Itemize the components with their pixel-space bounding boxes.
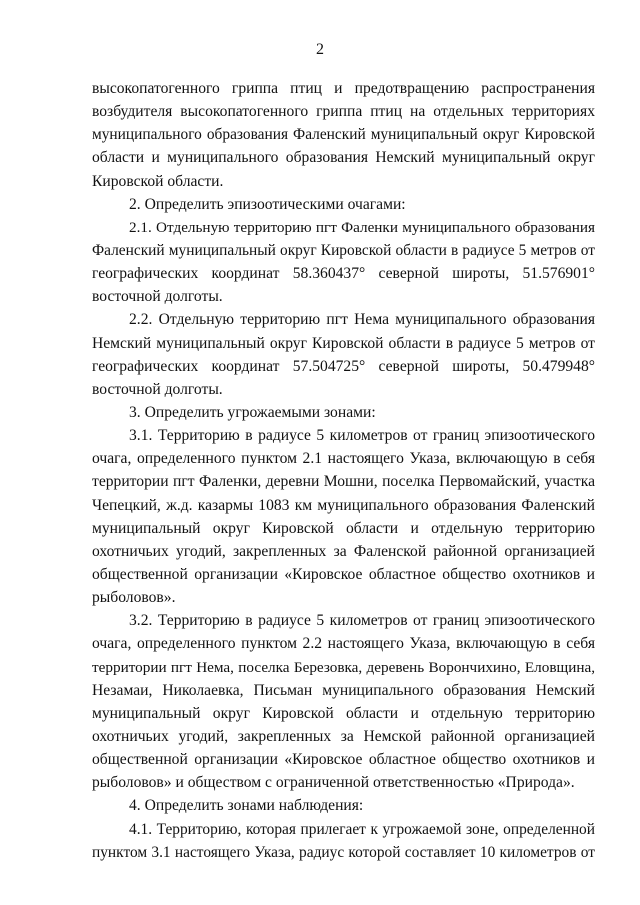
- text-line: рыболовов».: [92, 589, 176, 607]
- text-line: Кировской области.: [92, 172, 224, 190]
- text-line: Чепецкий, ж.д. казармы 1083 км муниципального образования Фаленский: [92, 496, 595, 514]
- text-line: географических координат 57.504725° северной широты, 50.479948°: [92, 357, 595, 375]
- text-line: общественной организации «Кировское областное общество охотников и: [92, 565, 595, 583]
- text-line: 2. Определить эпизоотическими очагами:: [129, 195, 406, 213]
- text-line: 4. Определить зонами наблюдения:: [129, 797, 364, 815]
- text-line: муниципальный округ Кировской области и отдельную территорию: [92, 519, 595, 537]
- text-line: охотничьих угодий, закрепленных за Немской районной организацией: [92, 727, 595, 745]
- text-line: муниципального образования Фаленский муниципальный округ Кировской: [92, 126, 595, 144]
- text-line: общественной организации «Кировское областное общество охотников и: [92, 751, 595, 769]
- text-line: Немский муниципальный округ Кировской области в радиусе 5 метров от: [92, 334, 595, 352]
- text-line: территории пгт Фаленки, деревни Мошни, поселка Первомайский, участка: [92, 473, 595, 491]
- text-line: 4.1. Территорию, которая прилегает к угрожаемой зоне, определенной: [129, 820, 595, 838]
- text-line: области и муниципального образования Немский муниципальный округ: [92, 149, 595, 167]
- text-line: 3. Определить угрожаемыми зонами:: [129, 403, 376, 421]
- text-line: возбудителя высокопатогенного гриппа птиц на отдельных территориях: [92, 103, 595, 121]
- text-line: Незамаи, Николаевка, Письман муниципального образования Немский: [92, 681, 595, 699]
- text-line: очага, определенного пунктом 2.2 настоящего Указа, включающую в себя: [92, 635, 595, 653]
- text-line: 3.1. Территорию в радиусе 5 километров от границ эпизоотического: [129, 427, 595, 445]
- text-line: географических координат 58.360437° северной широты, 51.576901°: [92, 265, 595, 283]
- text-line: муниципальный округ Кировской области и отдельную территорию: [92, 704, 595, 722]
- text-line: высокопатогенного гриппа птиц и предотвращению распространения: [92, 80, 595, 97]
- text-line: восточной долготы.: [92, 380, 223, 398]
- document-body: [92, 77, 595, 864]
- page-number: 2: [316, 41, 324, 58]
- text-line: 2.2. Отдельную территорию пгт Нема муниципального образования: [129, 311, 595, 329]
- text-line: охотничьих угодий, закрепленных за Фаленской районной организацией: [92, 542, 595, 560]
- text-line: рыболовов» и обществом с ограниченной ответственностью «Природа».: [92, 774, 575, 792]
- text-line: восточной долготы.: [92, 288, 223, 306]
- text-line: территории пгт Нема, поселка Березовка, деревень Ворончихино, Еловщина,: [92, 658, 595, 676]
- text-line: 3.2. Территорию в радиусе 5 километров от границ эпизоотического: [129, 612, 595, 630]
- text-line: очага, определенного пунктом 2.1 настоящего Указа, включающую в себя: [92, 450, 595, 468]
- text-line: пунктом 3.1 настоящего Указа, радиус которой составляет 10 километров от: [92, 843, 595, 861]
- text-line: 2.1. Отдельную территорию пгт Фаленки муниципального образования: [129, 218, 595, 236]
- text-line: Фаленский муниципальный округ Кировской области в радиусе 5 метров от: [92, 241, 595, 259]
